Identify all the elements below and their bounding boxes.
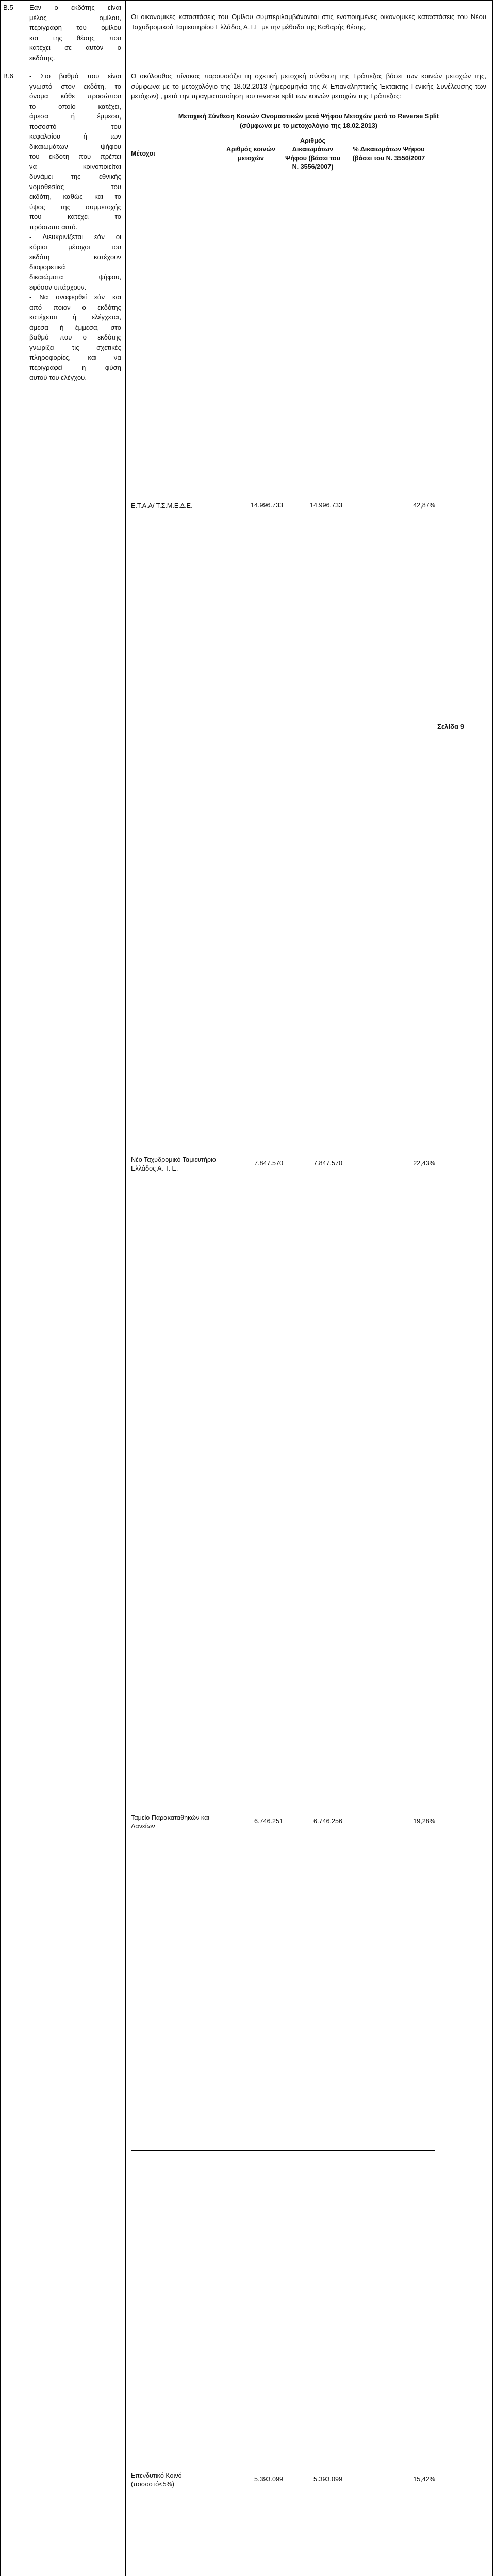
description-line: και της θέσης που (29, 33, 121, 43)
description-line: εκδότη, καθώς και το (29, 192, 121, 202)
description-line: γνωρίζει τις σχετικές (29, 343, 121, 353)
cell-name: Επενδυτικό Κοινό (ποσοστό<5%) (131, 2150, 219, 2576)
description-line: δικαιώματα ψήφου, (29, 272, 121, 282)
description-line: το οποίο κατέχει, (29, 101, 121, 112)
cell-name: Ε.Τ.Α.Α/ Τ.Σ.Μ.Ε.Δ.Ε. (131, 177, 219, 835)
description-line: δικαιωμάτων ψήφου (29, 142, 121, 152)
cell-votes: 6.746.256 (283, 1493, 342, 2150)
description-line: κατέχει σε αυτόν ο (29, 43, 121, 53)
table-row (131, 2150, 435, 2576)
cell-name: Ταμείο Παρακαταθηκών και Δανείων (131, 1493, 219, 2150)
header-shareholders: Μέτοχοι (131, 131, 219, 177)
description-line: εφόσον υπάρχουν. (29, 282, 121, 293)
row-id: Β.6 (1, 69, 22, 2576)
cell-votes: 7.847.570 (283, 835, 342, 1493)
description-line: ύψος της συμμετοχής (29, 202, 121, 212)
description-line: δυνάμει της εθνικής (29, 172, 121, 182)
description-line: ποσοστό του (29, 122, 121, 132)
cell-shares: 5.393.099 (219, 2150, 283, 2576)
table-header-row (131, 131, 435, 177)
description-line: κύριοι μέτοχοι του (29, 242, 121, 252)
description-line: μέλος ομίλου, (29, 13, 121, 23)
cell-pct: 15,42% (342, 2150, 435, 2576)
intro-paragraph: Ο ακόλουθος πίνακας παρουσιάζει τη σχετική μετοχική σύνθεση της Τράπεζας βάσει των κοινών μετοχών της, σύμφωνα με το μετοχολόγιο της 18.02.2013 (ημερομηνία της Α’ Επαναληπτικής Έκτακτης Γενικής Συνέλευσης των μετόχων) , μετά την πραγματοποίηση του reverse split των κοινών μετοχών της Τράπεζας: (131, 71, 486, 101)
description-line: - Στο βαθμό που είναι (29, 71, 121, 81)
description-line: περιγραφεί η φύση (29, 363, 121, 373)
cell-votes: 5.393.099 (283, 2150, 342, 2576)
description-line: γνωστό στον εκδότη, το (29, 81, 121, 92)
description-line: - Διευκρινίζεται εάν οι (29, 232, 121, 242)
cell-shares: 7.847.570 (219, 835, 283, 1493)
description-line: - Να αναφερθεί εάν και (29, 292, 121, 302)
row-b5 (1, 1, 493, 69)
description-line: νομοθεσίας του (29, 182, 121, 192)
description-line: κεφαλαίου ή των (29, 131, 121, 142)
cell-shares: 14.996.733 (219, 177, 283, 835)
header-pct: % Δικαιωμάτων Ψήφου (βάσει του Ν. 3556/2007 (342, 131, 435, 177)
cell-shares: 6.746.251 (219, 1493, 283, 2150)
table-title-line: Μετοχική Σύνθεση Κοινών Ονομαστικών μετά Ψήφου Μετοχών μετά το Reverse Split (131, 112, 486, 121)
cell-pct: 19,28% (342, 1493, 435, 2150)
description-line: να κοινοποιείται (29, 162, 121, 172)
description-line: του εκδότη που πρέπει (29, 151, 121, 162)
row-id: Β.5 (1, 1, 22, 69)
page-number: Σελίδα 9 (437, 722, 464, 732)
description-line: διαφορετικά (29, 262, 121, 273)
row-content (126, 69, 493, 2576)
description-line: που κατέχει το (29, 212, 121, 222)
row-b6 (1, 69, 493, 2576)
description-line: άμεσα ή έμμεσα, στο (29, 323, 121, 333)
row-description (22, 1, 126, 69)
description-line: κατέχεται ή ελέγχεται, (29, 312, 121, 323)
description-line: από ποιον ο εκδότης (29, 302, 121, 313)
description-line: Εάν ο εκδότης είναι (29, 3, 121, 13)
cell-votes: 14.996.733 (283, 177, 342, 835)
description-line: περιγραφή του ομίλου (29, 23, 121, 33)
description-line: αυτού του ελέγχου. (29, 372, 121, 383)
header-shares: Αριθμός κοινών μετοχών (219, 131, 283, 177)
table-title-line: (σύμφωνα με το μετοχολόγιο της 18.02.2013) (131, 121, 486, 130)
description-line: πρόσωπο αυτό. (29, 222, 121, 232)
paragraph: Οι οικονομικές καταστάσεις του Ομίλου συμπεριλαμβάνονται στις ενοποιημένες οικονομικές καταστάσεις του Νέου Ταχυδρομικού Ταμιευτηρίου Ελλάδος Α.Τ.Ε με την μέθοδο της Καθαρής θέσης. (131, 12, 486, 32)
row-description (22, 69, 126, 2576)
table-row (131, 835, 435, 1493)
table-row (131, 1493, 435, 2150)
description-line: εκδότης. (29, 53, 121, 63)
cell-name: Νέο Ταχυδρομικό Ταμιευτήριο Ελλάδος Α. Τ. Ε. (131, 835, 219, 1493)
cell-pct: 22,43% (342, 835, 435, 1493)
description-line: βαθμό που ο εκδότης (29, 332, 121, 343)
description-line: όνομα κάθε προσώπου (29, 91, 121, 101)
shareholder-table (131, 131, 435, 2576)
cell-pct: 42,87% (342, 177, 435, 835)
shareholder-table-title (131, 112, 486, 130)
header-votes: Αριθμός Δικαιωμάτων Ψήφου (βάσει του Ν. 3556/2007) (283, 131, 342, 177)
description-line: άμεσα ή έμμεσα, (29, 111, 121, 122)
description-line: πληροφορίες, και να (29, 352, 121, 363)
row-content (126, 1, 493, 69)
description-line: εκδότη κατέχουν (29, 252, 121, 262)
table-row (131, 177, 435, 835)
